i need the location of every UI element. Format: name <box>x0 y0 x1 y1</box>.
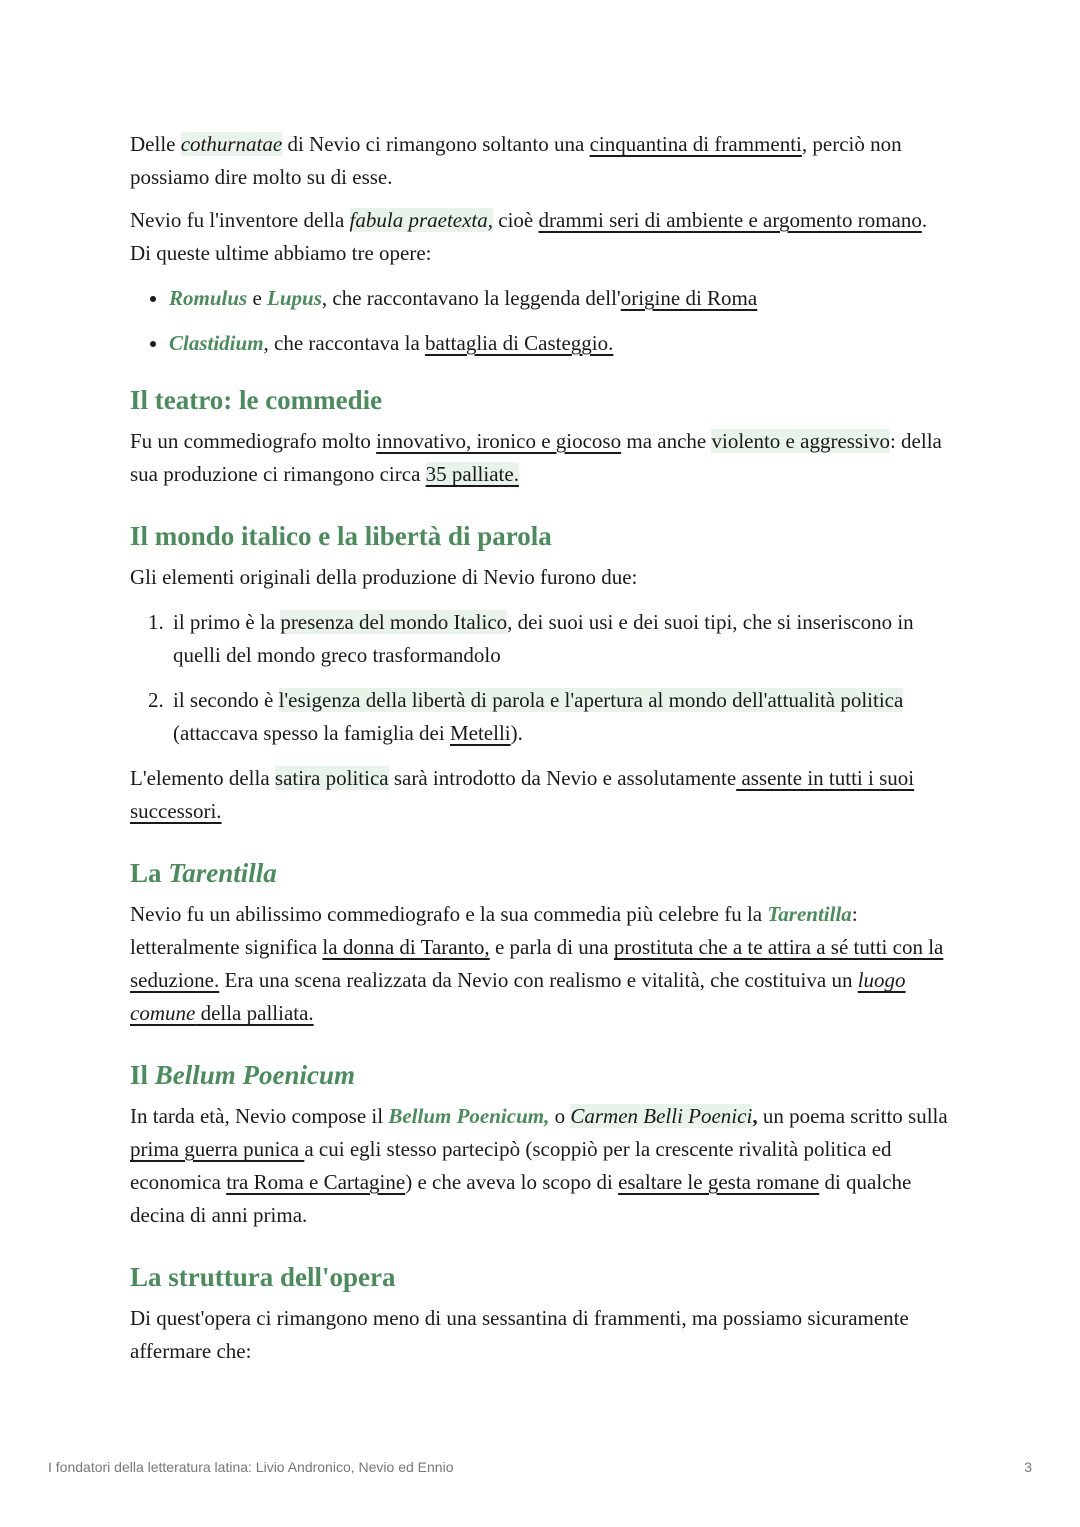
text: a cui egli stesso partecipò (scoppiò per la crescente rivalità politica ed economica <box>130 1137 892 1194</box>
text: In tarda età, Nevio compose il <box>130 1104 389 1128</box>
page-footer <box>48 1459 1032 1475</box>
text: , <box>752 1104 758 1128</box>
paragraph-satira <box>130 762 950 828</box>
text: L'elemento della <box>130 766 275 790</box>
text: un poema scritto sulla <box>757 1104 948 1128</box>
paragraph-elementi: Gli elementi originali della produzione di Nevio furono due: <box>130 565 638 589</box>
term-fabula-praetexta: fabula praetexta, <box>349 208 494 232</box>
list-item <box>169 606 950 672</box>
list-item <box>169 282 950 315</box>
text: sarà introdotto da Nevio e assolutamente <box>388 766 737 790</box>
underlined-text: innovativo, ironico e giocoso <box>376 429 622 453</box>
text: e <box>247 286 268 310</box>
highlighted-text: violento e aggressivo <box>711 429 890 453</box>
paragraph-commedie <box>130 425 950 491</box>
text: Fu un commediografo molto <box>130 429 377 453</box>
text: ) e che aveva lo scopo di <box>405 1170 619 1194</box>
heading-teatro: Il teatro: le commedie <box>130 385 383 415</box>
heading-bellum-poenicum <box>130 1057 950 1093</box>
text: , dei suoi usi e dei suoi tipi, che si inseriscono in quelli del mondo greco trasformandolo <box>173 610 914 667</box>
highlighted-text: presenza del mondo Italico <box>280 610 508 634</box>
text: , che raccontava la <box>263 331 426 355</box>
title-lupus: Lupus <box>267 286 322 310</box>
heading-title-italic: Tarentilla <box>168 858 277 888</box>
list-item <box>169 684 950 750</box>
text: di Nevio ci rimangono soltanto una <box>282 132 590 156</box>
underlined-text: Metelli <box>449 721 511 745</box>
underlined-italic-text: luogo comune <box>130 968 906 1025</box>
numbered-list-elementi <box>130 606 950 750</box>
highlighted-text: l'esigenza della libertà di parola e l'apertura al mondo dell'attualità politica <box>278 688 904 712</box>
text: il primo è la <box>173 610 281 634</box>
title-bellum-poenicum: Bellum Poenicum, <box>388 1104 550 1128</box>
footer-document-title: I fondatori della letteratura latina: Livio Andronico, Nevio ed Ennio <box>48 1459 454 1475</box>
text: : della sua produzione ci rimangono circa <box>130 429 942 486</box>
heading-mondo-italico: Il mondo italico e la libertà di parola <box>130 521 552 551</box>
underlined-text: la donna di Taranto, <box>322 935 490 959</box>
highlighted-text: satira politica <box>274 766 389 790</box>
underlined-text: 35 palliate. <box>425 462 519 486</box>
underlined-text: cinquantina di frammenti <box>589 132 802 156</box>
text: (attaccava spesso la famiglia dei <box>173 721 450 745</box>
title-romulus: Romulus <box>169 286 248 310</box>
title-clastidium: Clastidium <box>169 331 264 355</box>
heading-text: La <box>130 858 169 888</box>
underlined-text: esaltare le gesta romane <box>618 1170 820 1194</box>
text: , perciò non possiamo dire molto su di esse. <box>130 132 902 189</box>
underlined-text: prima guerra punica <box>130 1137 305 1161</box>
list-item <box>169 327 950 360</box>
paragraph-cothurnatae <box>130 128 950 194</box>
underlined-text: assente in tutti i suoi successori. <box>130 766 915 823</box>
paragraph-bellum <box>130 1100 950 1232</box>
text: : letteralmente significa <box>130 902 858 959</box>
text: Era una scena realizzata da Nevio con realismo e vitalità, che costituiva un <box>219 968 858 992</box>
text: ). <box>510 721 523 745</box>
page-number: 3 <box>1024 1459 1032 1475</box>
heading-tarentilla <box>130 855 950 891</box>
text: cioè <box>493 208 539 232</box>
bullet-list-opere <box>130 282 950 360</box>
underlined-text: battaglia di Casteggio. <box>425 331 614 355</box>
text: ma anche <box>621 429 712 453</box>
heading-text: Il <box>130 1060 155 1090</box>
document-body <box>130 128 950 1368</box>
underlined-text: prostituta che a te attira a sé tutti con la seduzione. <box>130 935 944 992</box>
paragraph-praetexta <box>130 204 950 270</box>
text: e parla di una <box>489 935 614 959</box>
text: il secondo è <box>173 688 279 712</box>
text: Delle <box>130 132 181 156</box>
heading-title-italic: Bellum Poenicum <box>154 1060 356 1090</box>
text: Nevio fu un abilissimo commediografo e la sua commedia più celebre fu la <box>130 902 768 926</box>
text: , che raccontavano la leggenda dell' <box>321 286 621 310</box>
underlined-text: tra Roma e Cartagine <box>226 1170 406 1194</box>
heading-struttura: La struttura dell'opera <box>130 1262 396 1292</box>
text: di qualche decina di anni prima. <box>130 1170 912 1227</box>
underlined-text: origine di Roma <box>620 286 758 310</box>
paragraph-struttura: Di quest'opera ci rimangono meno di una sessantina di frammenti, ma possiamo sicuramente affermare che: <box>130 1306 909 1363</box>
underlined-text: della palliata. <box>195 1001 314 1025</box>
paragraph-tarentilla <box>130 898 950 1030</box>
text: . Di queste ultime abbiamo tre opere: <box>130 208 928 265</box>
term-cothurnatae: cothurnatae <box>180 132 283 156</box>
text: o <box>549 1104 571 1128</box>
term-carmen-belli-poenici: Carmen Belli Poenici <box>570 1104 753 1128</box>
text: Nevio fu l'inventore della <box>130 208 350 232</box>
underlined-text: drammi seri di ambiente e argomento romano <box>538 208 922 232</box>
title-tarentilla: Tarentilla <box>767 902 852 926</box>
